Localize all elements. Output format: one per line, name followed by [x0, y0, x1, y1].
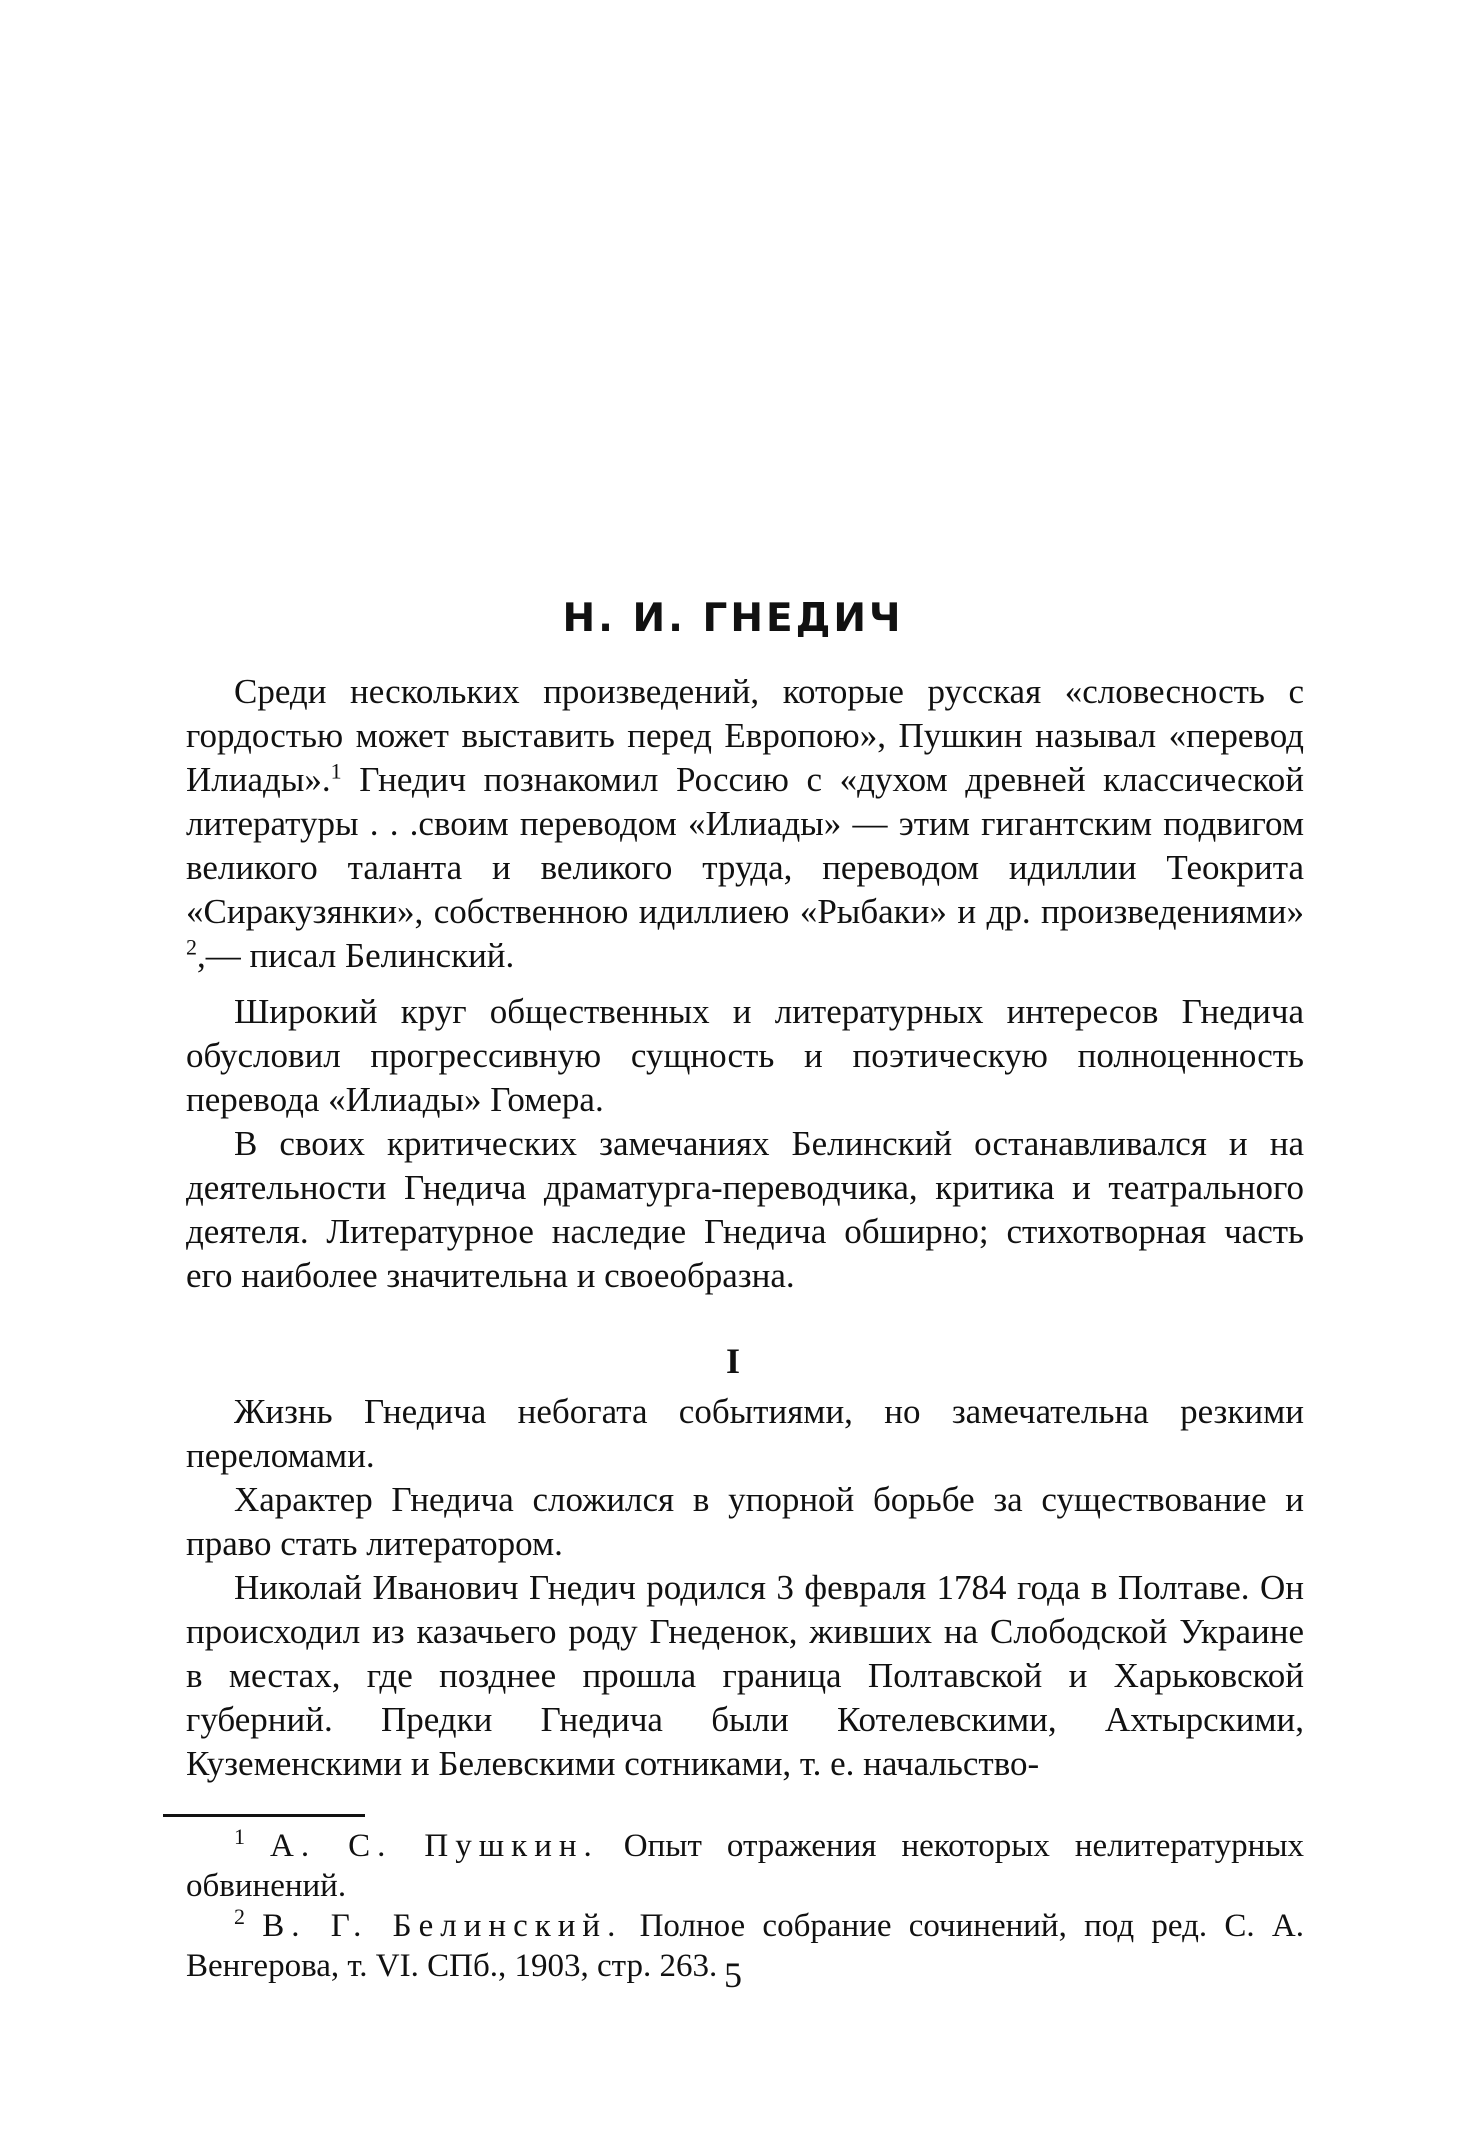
footnote-1 [186, 1826, 1304, 1906]
page-number: 5 [724, 1955, 742, 1995]
footnote-1-text: Опыт отражения некоторых нелитературных обвинений. [186, 1828, 1305, 1904]
footnote-2-mark: 2 [234, 1904, 245, 1929]
paragraph-2: Широкий круг общественных и литературных интересов Гнедича обусловил прогрессивную сущность и поэтическую полноценность перевода «Илиады» Гомера. [186, 992, 1304, 1119]
chapter-title: Н. И. ГНЕДИЧ [562, 596, 904, 641]
footnote-ref-1[interactable]: 1 [330, 758, 342, 784]
paragraph-4: Жизнь Гнедича небогата событиями, но замечательна резкими переломами. [186, 1392, 1304, 1475]
footnote-ref-2[interactable]: 2 [186, 934, 197, 960]
paragraph-1-part-b: Гнедич познакомил Россию с «духом древней классической литературы . . .своим переводом «Илиады» — этим гигантским подвигом великого таланта и великого труда, переводом идиллии Теокрита «Сиракузянки», собственною идиллиею «Рыбаки» и др. произведениями» [186, 760, 1304, 931]
paragraph-1-part-a: Среди нескольких произведений, которые русская «словесность с гордостью может выставить перед Европою», Пушкин называл «перевод Илиады». [186, 672, 1304, 799]
footnote-1-author: А. С. Пушкин. [270, 1828, 599, 1864]
paragraph-6: Николай Иванович Гнедич родился 3 февраля 1784 года в Полтаве. Он происходил из казачьего роду Гнеденок, живших на Слободской Украине в местах, где позднее прошла граница Полтавской и Харьковской губерний. Предки Гнедича были Котелевскими, Ахтырскими, Куземенскими и Белевскими сотниками, т. е. начальство- [186, 1568, 1304, 1783]
footnote-divider [163, 1814, 365, 1817]
footnote-2-author: В. Г. Белинский. [262, 1908, 623, 1944]
paragraph-3: В своих критических замечаниях Белинский останавливался и на деятельности Гнедича драматурга-переводчика, критика и театрального деятеля. Литературное наследие Гнедича обширно; стихотворная часть его наиболее значительна и своеобразна. [186, 1124, 1304, 1295]
paragraph-1-part-c: ,— писал Белинский. [197, 936, 515, 975]
paragraph-5: Характер Гнедича сложился в упорной борьбе за существование и право стать литератором. [186, 1480, 1304, 1563]
section-number: I [725, 1341, 740, 1381]
footnote-2-text: Полное собрание сочинений, под ред. С. А. Венгерова, т. VI. СПб., 1903, стр. 263. [186, 1908, 1305, 1984]
section-1-text [186, 1390, 1304, 1786]
footnote-1-mark: 1 [234, 1824, 245, 1849]
paragraph-1 [186, 670, 1304, 978]
intro-text [186, 670, 1304, 1298]
